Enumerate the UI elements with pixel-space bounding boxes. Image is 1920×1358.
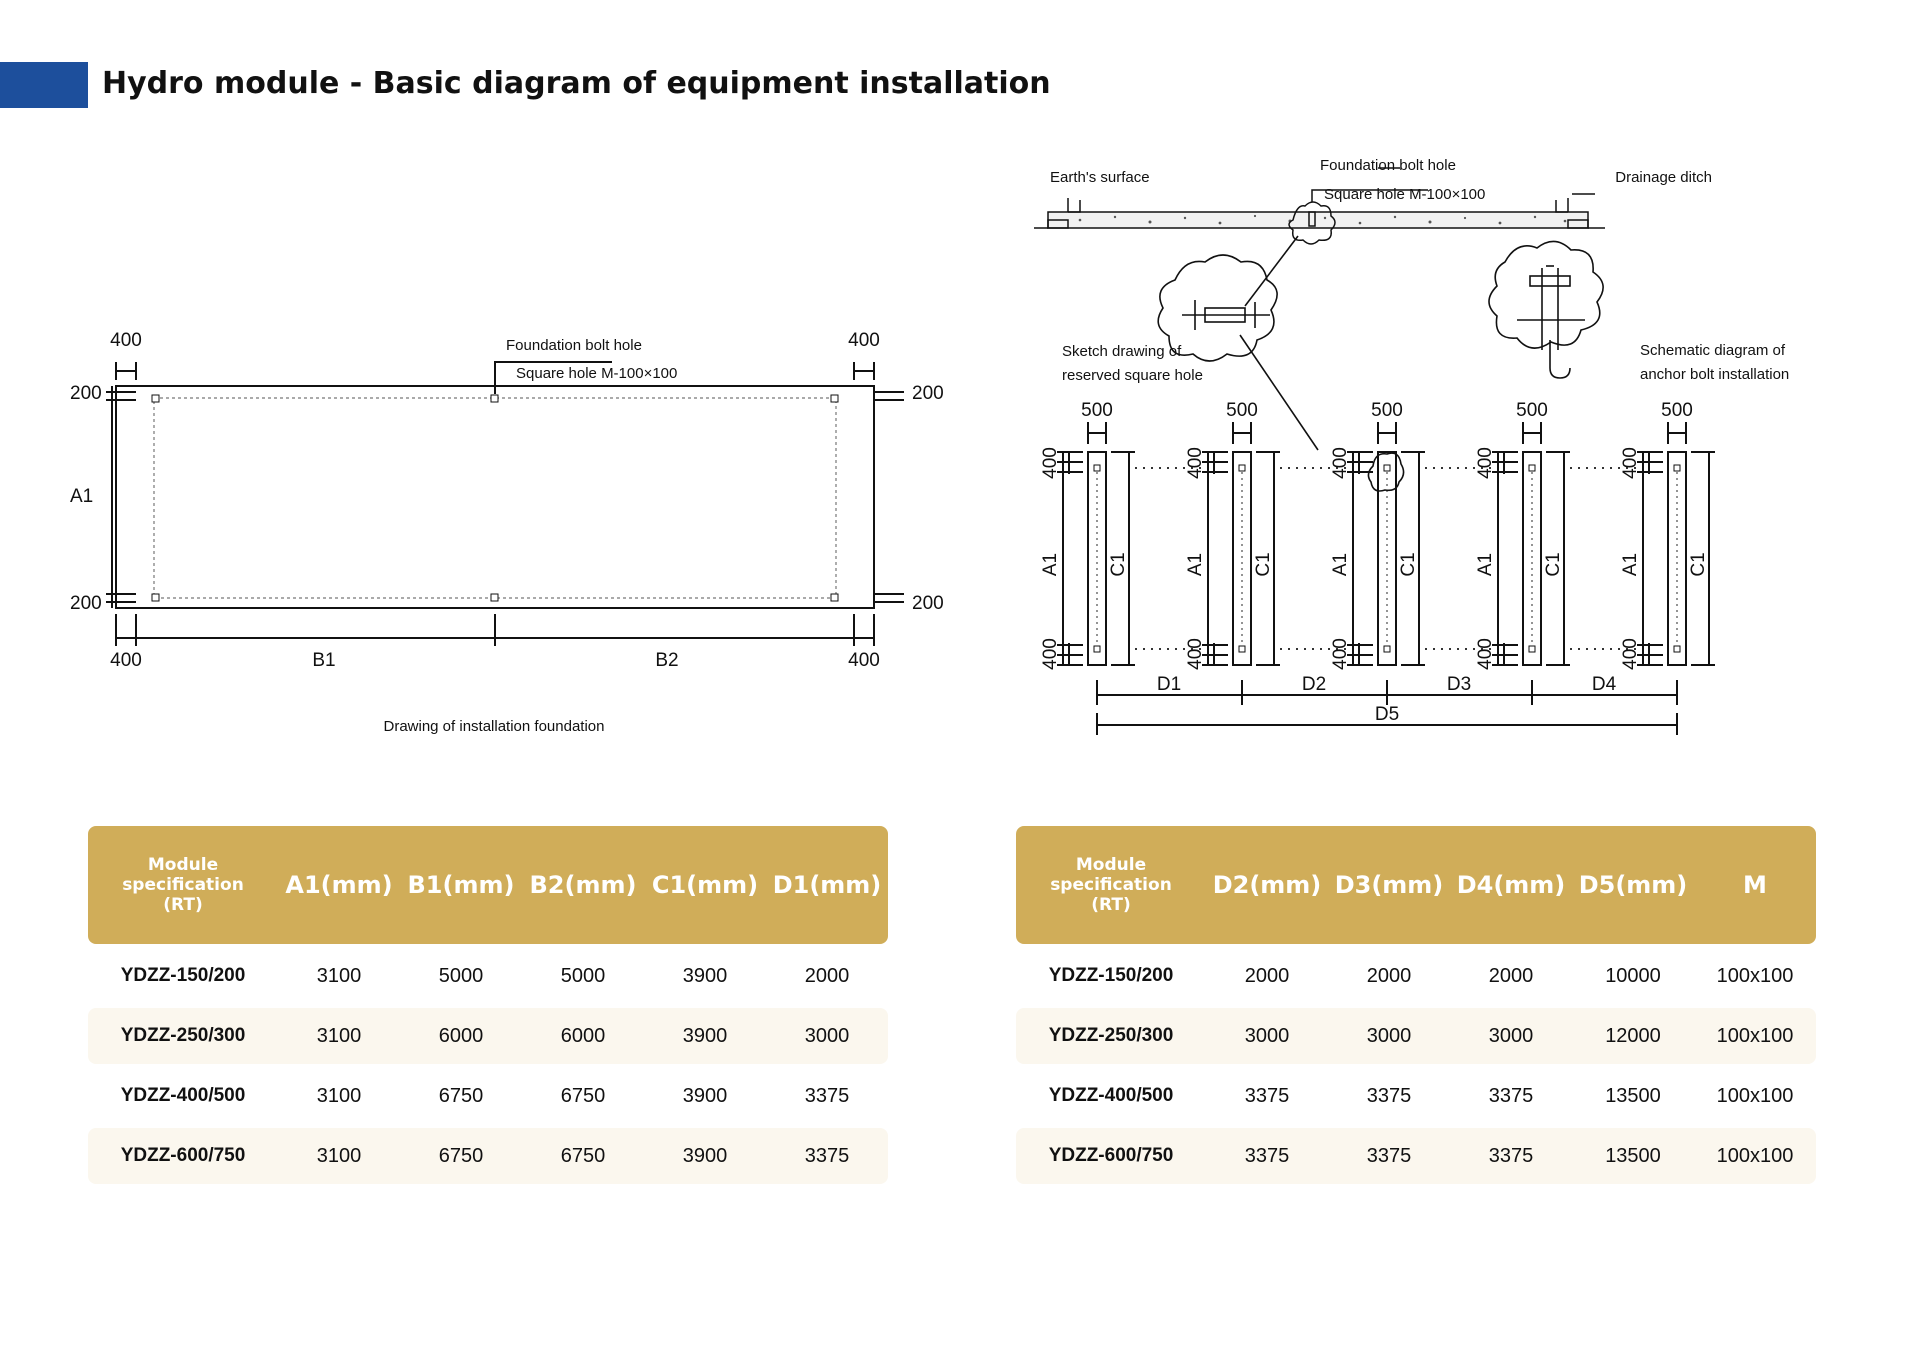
- header-m: M: [1694, 826, 1816, 944]
- dim-top-right: 400: [848, 330, 880, 351]
- dim-right-top: 200: [912, 383, 944, 404]
- table-cell: 3375: [1366, 1084, 1412, 1107]
- table-cell: 3000: [766, 1008, 888, 1064]
- dim-d1: D1: [1156, 674, 1182, 695]
- cell-model: YDZZ-150/200: [1048, 965, 1174, 986]
- table-cell: 3900: [644, 1128, 766, 1184]
- beam-c1-label: C1: [1688, 552, 1710, 577]
- table-row: [1016, 1008, 1816, 1064]
- table-cell: 3100: [278, 1128, 400, 1184]
- table-cell: 6750: [522, 1128, 644, 1184]
- table-cell: 13500: [1605, 1084, 1661, 1107]
- beam: [1330, 400, 1492, 670]
- beam-end-dim-label: 400: [1330, 638, 1352, 670]
- schematic-label-line1: Schematic diagram of: [1640, 342, 1786, 359]
- beam-width-label: 500: [1371, 400, 1403, 421]
- bolt-hole-marker: [491, 594, 498, 601]
- bolt-hole-marker: [831, 395, 838, 402]
- header-module-spec: Module specification (RT): [88, 826, 278, 944]
- spec-table-right: [1016, 822, 1816, 1188]
- dim-top-left: 400: [110, 330, 142, 351]
- dim-d3: D3: [1446, 674, 1472, 695]
- table-cell: 3000: [1450, 1008, 1572, 1064]
- sketch-label-line1: Sketch drawing of: [1062, 343, 1182, 360]
- foundation-drawing: [60, 320, 960, 750]
- dim-left-bottom: 200: [70, 593, 102, 614]
- schematic-label-line2: anchor bolt installation: [1640, 366, 1790, 383]
- anchor-bolt-callout: [1489, 241, 1603, 378]
- table-cell: 6750: [400, 1128, 522, 1184]
- table-row: [88, 1128, 888, 1184]
- beam-c1-label: C1: [1253, 552, 1275, 577]
- beam-width-label: 500: [1661, 400, 1693, 421]
- table-cell: 3375: [1328, 1128, 1450, 1184]
- sketch-label-line2: reserved square hole: [1062, 367, 1203, 384]
- bolt-hole-top-label: Foundation bolt hole: [1320, 157, 1456, 174]
- table-cell: 12000: [1572, 1008, 1694, 1064]
- dim-d5: D5: [1374, 704, 1400, 725]
- header-d4: D4(mm): [1450, 826, 1572, 944]
- table-cell: 3100: [316, 1084, 362, 1107]
- beam: [1040, 400, 1202, 670]
- beam-end-dim-label: 400: [1040, 447, 1062, 479]
- dim-left-a1: A1: [70, 486, 94, 507]
- table-cell: 3375: [1450, 1128, 1572, 1184]
- table-cell: 100x100: [1716, 964, 1794, 987]
- beam-a1-label: A1: [1185, 552, 1207, 577]
- foundation-outline: [116, 386, 874, 608]
- beam-a1-label: A1: [1620, 552, 1642, 577]
- beam-end-dim-label: 400: [1185, 638, 1207, 670]
- inner-dashed-outline: [154, 398, 836, 598]
- beam-a1-label: A1: [1330, 552, 1352, 577]
- bolt-hole-label: Foundation bolt hole: [506, 337, 642, 354]
- title-accent-bar: [0, 62, 88, 108]
- table-cell: 3900: [682, 1084, 728, 1107]
- bolt-hole-marker: [152, 395, 159, 402]
- dim-bottom-left: 400: [110, 650, 142, 671]
- beam-group: [1040, 400, 1715, 670]
- cell-model: YDZZ-150/200: [120, 965, 246, 986]
- dim-d2: D2: [1301, 674, 1327, 695]
- page-title: Hydro module - Basic diagram of equipment installation: [102, 66, 1051, 101]
- table-cell: 2000: [1488, 964, 1534, 987]
- table-cell: 5000: [560, 964, 606, 987]
- beam: [1620, 400, 1715, 670]
- beam-end-dim-label: 400: [1475, 447, 1497, 479]
- table-cell: 5000: [438, 964, 484, 987]
- table-cell: 6000: [522, 1008, 644, 1064]
- dim-bottom-right: 400: [848, 650, 880, 671]
- header-d5: D5(mm): [1572, 826, 1694, 944]
- table-cell: 10000: [1605, 964, 1661, 987]
- beam-end-dim-label: 400: [1475, 638, 1497, 670]
- table-cell: 6750: [560, 1084, 606, 1107]
- table-cell: 3000: [1206, 1008, 1328, 1064]
- table-row: [1016, 1068, 1816, 1124]
- beam-width-label: 500: [1081, 400, 1113, 421]
- table-cell: 100x100: [1694, 1128, 1816, 1184]
- table-header-row: [88, 826, 888, 944]
- cell-model: YDZZ-400/500: [1048, 1085, 1174, 1106]
- beam-a1-label: A1: [1040, 552, 1062, 577]
- header-c1: C1(mm): [644, 826, 766, 944]
- dim-bottom-b2: B2: [655, 650, 679, 671]
- table-header-row: [1016, 826, 1816, 944]
- header-b1: B1(mm): [400, 826, 522, 944]
- dim-right-bottom: 200: [912, 593, 944, 614]
- table-cell: 3375: [804, 1084, 850, 1107]
- cell-model: YDZZ-250/300: [1016, 1008, 1206, 1064]
- bolt-hole-marker: [152, 594, 159, 601]
- table-cell: 3375: [1488, 1084, 1534, 1107]
- header-d1: D1(mm): [766, 826, 888, 944]
- spec-table-left: [88, 822, 888, 1188]
- section-drawing: [1020, 150, 1820, 750]
- cell-model: YDZZ-600/750: [1016, 1128, 1206, 1184]
- table-cell: 3375: [1206, 1128, 1328, 1184]
- square-hole-label: Square hole M-100×100: [516, 365, 678, 382]
- dim-d4: D4: [1591, 674, 1617, 695]
- table-cell: 6000: [400, 1008, 522, 1064]
- table-cell: 3375: [766, 1128, 888, 1184]
- beam-end-dim-label: 400: [1330, 447, 1352, 479]
- beam-c1-label: C1: [1108, 552, 1130, 577]
- header-d2: D2(mm): [1206, 826, 1328, 944]
- table-cell: 13500: [1572, 1128, 1694, 1184]
- table-row: [1016, 948, 1816, 1004]
- table-cell: 3375: [1244, 1084, 1290, 1107]
- header-module-spec: Module specification (RT): [1016, 826, 1206, 944]
- table-row: [1016, 1128, 1816, 1184]
- beam-width-label: 500: [1226, 400, 1258, 421]
- table-cell: 2000: [1244, 964, 1290, 987]
- cell-model: YDZZ-250/300: [88, 1008, 278, 1064]
- beam-width-label: 500: [1516, 400, 1548, 421]
- hole-spec-label: Square hole M-100×100: [1324, 186, 1486, 203]
- dim-bottom-b1: B1: [312, 650, 336, 671]
- bolt-hole-marker: [831, 594, 838, 601]
- table-cell: 100x100: [1716, 1084, 1794, 1107]
- beam-a1-label: A1: [1475, 552, 1497, 577]
- header-d3: D3(mm): [1328, 826, 1450, 944]
- beam-end-dim-label: 400: [1620, 447, 1642, 479]
- table-cell: 2000: [1366, 964, 1412, 987]
- beam-end-dim-label: 400: [1185, 447, 1207, 479]
- header-b2: B2(mm): [522, 826, 644, 944]
- table-cell: 100x100: [1694, 1008, 1816, 1064]
- table-cell: 3100: [316, 964, 362, 987]
- cell-model: YDZZ-400/500: [120, 1085, 246, 1106]
- table-cell: 3900: [644, 1008, 766, 1064]
- bolt-hole-marker: [491, 395, 498, 402]
- header-a1: A1(mm): [278, 826, 400, 944]
- table-cell: 3900: [682, 964, 728, 987]
- beam: [1185, 400, 1347, 670]
- earth-surface-label: Earth's surface: [1050, 169, 1150, 186]
- beam-end-dim-label: 400: [1620, 638, 1642, 670]
- beam-end-dim-label: 400: [1040, 638, 1062, 670]
- beam: [1475, 400, 1637, 670]
- table-cell: 3000: [1328, 1008, 1450, 1064]
- table-cell: 6750: [438, 1084, 484, 1107]
- table-row: [88, 948, 888, 1004]
- table-row: [88, 1008, 888, 1064]
- dim-left-top: 200: [70, 383, 102, 404]
- cell-model: YDZZ-600/750: [88, 1128, 278, 1184]
- foundation-caption: Drawing of installation foundation: [383, 718, 605, 735]
- table-cell: 2000: [804, 964, 850, 987]
- beam-c1-label: C1: [1543, 552, 1565, 577]
- drainage-label: Drainage ditch: [1615, 169, 1712, 186]
- beam-c1-label: C1: [1398, 552, 1420, 577]
- table-row: [88, 1068, 888, 1124]
- table-cell: 3100: [278, 1008, 400, 1064]
